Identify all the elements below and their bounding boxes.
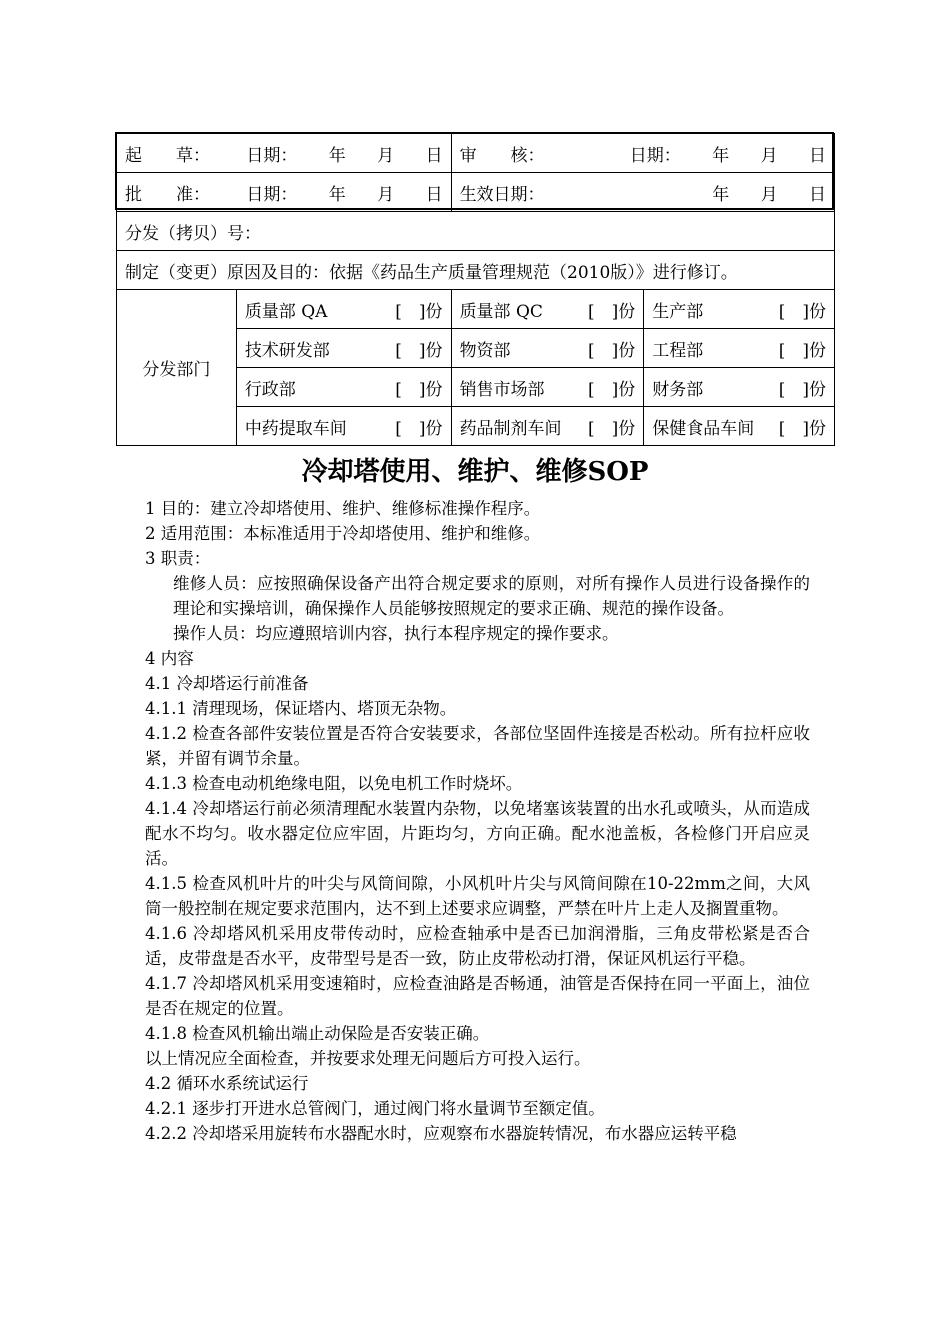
draft-cell: [117, 134, 452, 173]
paragraph: 维修人员：应按照确保设备产出符合规定要求的原则，对所有操作人员进行设备操作的理论和实操培训，确保操作人员能够按照规定的要求正确、规范的操作设备。: [173, 574, 810, 618]
department-name: 财务部: [652, 379, 704, 400]
approve-cell: [117, 173, 452, 212]
month-label: 月: [377, 145, 395, 166]
copies-field: [ ]份: [587, 379, 636, 400]
copies-field: [ ]份: [778, 340, 826, 361]
review-label: 审 核：: [459, 145, 545, 166]
review-date-label: 日期：: [629, 145, 681, 166]
paragraph: 4.1.8 检查风机输出端止动保险是否安装正确。: [145, 1024, 490, 1043]
department-name: 技术研发部: [244, 340, 330, 361]
department-name: 行政部: [244, 379, 296, 400]
department-cell: [451, 368, 644, 407]
month-label: 月: [760, 184, 778, 205]
paragraph: 以上情况应全面检查，并按要求处理无问题后方可投入运行。: [145, 1049, 591, 1068]
year-label: 年: [328, 184, 346, 205]
paragraph: 4.1.4 冷却塔运行前必须清理配水装置内杂物，以免堵塞该装置的出水孔或喷头，从而造成配水不均匀。收水器定位应牢固，片距均匀，方向正确。配水池盖板，各检修门开启应灵活。: [145, 799, 810, 868]
copies-field: [ ]份: [395, 418, 443, 439]
review-cell: [451, 134, 834, 173]
month-label: 月: [760, 145, 778, 166]
day-label: 日: [425, 184, 443, 205]
copies-field: [ ]份: [395, 379, 443, 400]
day-label: 日: [425, 145, 443, 166]
paragraph: 1 目的：建立冷却塔使用、维护、维修标准操作程序。: [145, 499, 541, 518]
paragraph: 4.2.1 逐步打开进水总管阀门，通过阀门将水量调节至额定值。: [145, 1099, 605, 1118]
paragraph: 4.1.6 冷却塔风机采用皮带传动时，应检查轴承中是否已加润滑脂，三角皮带松紧是否合适，皮带盘是否水平，皮带型号是否一致，防止皮带松动打滑，保证风机运行平稳。: [145, 924, 810, 968]
department-name: 质量部 QC: [459, 301, 543, 322]
department-cell: [451, 329, 644, 368]
year-label: 年: [712, 145, 730, 166]
department-cell: [236, 290, 451, 329]
control-table: [116, 133, 835, 446]
draft-label: 起 草：: [125, 145, 210, 166]
approve-date-label: 日期：: [246, 184, 298, 205]
distribution-label: 分发部门: [117, 290, 237, 446]
department-name: 工程部: [652, 340, 704, 361]
department-cell: [236, 407, 451, 446]
document-title: 冷却塔使用、维护、维修SOP: [301, 457, 649, 487]
approve-label: 批 准：: [125, 184, 210, 205]
reason-text: 制定（变更）原因及目的：依据《药品生产质量管理规范（2010版）》进行修订。: [125, 262, 738, 283]
paragraph: 4 内容: [145, 649, 194, 668]
department-name: 质量部 QA: [244, 301, 328, 322]
paragraph: 4.1.1 清理现场，保证塔内、塔顶无杂物。: [145, 699, 457, 718]
paragraph: 4.2 循环水系统试运行: [145, 1074, 309, 1093]
copies-field: [ ]份: [587, 301, 636, 322]
department-row: [117, 290, 835, 329]
paragraph: 2 适用范围：本标准适用于冷却塔使用、维护和维修。: [145, 524, 541, 543]
year-label: 年: [712, 184, 730, 205]
day-label: 日: [809, 145, 826, 166]
effective-label: 生效日期：: [459, 184, 545, 205]
department-name: 物资部: [459, 340, 511, 361]
department-name: 中药提取车间: [244, 418, 347, 439]
year-label: 年: [328, 145, 346, 166]
copies-field: [ ]份: [778, 418, 826, 439]
department-cell: [451, 290, 644, 329]
paragraph: 4.2.2 冷却塔采用旋转布水器配水时，应观察布水器旋转情况，布水器应运转平稳: [145, 1124, 737, 1143]
document-body: [145, 496, 810, 1146]
department-cell: [451, 407, 644, 446]
paragraph: 4.1.2 检查各部件安装位置是否符合安装要求，各部位坚固件连接是否松动。所有拉杆应收紧，并留有调节余量。: [145, 724, 810, 768]
paragraph: 4.1.7 冷却塔风机采用变速箱时，应检查油路是否畅通，油管是否保持在同一平面上，油位是否在规定的位置。: [145, 974, 810, 1018]
copies-field: [ ]份: [778, 379, 826, 400]
copies-field: [ ]份: [395, 301, 443, 322]
department-cell: [644, 407, 835, 446]
copies-field: [ ]份: [395, 340, 443, 361]
paragraph: 4.1.3 检查电动机绝缘电阻，以免电机工作时烧坏。: [145, 774, 523, 793]
copies-field: [ ]份: [587, 418, 636, 439]
copy-number-cell: [117, 212, 835, 251]
paragraph: 3 职责：: [145, 549, 211, 568]
draft-date-label: 日期：: [246, 145, 298, 166]
paragraph: 4.1 冷却塔运行前准备: [145, 674, 309, 693]
copies-field: [ ]份: [587, 340, 636, 361]
reason-cell: [117, 251, 835, 290]
department-name: 药品制剂车间: [459, 418, 562, 439]
department-name: 销售市场部: [459, 379, 545, 400]
department-cell: [644, 329, 835, 368]
effective-cell: [451, 173, 834, 212]
department-name: 保健食品车间: [652, 418, 755, 439]
paragraph: 操作人员：均应遵照培训内容，执行本程序规定的操作要求。: [173, 624, 619, 643]
department-cell: [644, 368, 835, 407]
day-label: 日: [809, 184, 826, 205]
department-cell: [236, 329, 451, 368]
copy-number-label: 分发（拷贝）号：: [125, 223, 261, 244]
copies-field: [ ]份: [778, 301, 826, 322]
department-cell: [644, 290, 835, 329]
paragraph: 4.1.5 检查风机叶片的叶尖与风筒间隙，小风机叶片尖与风筒间隙在10-22mm之间，大风筒一般控制在规定要求范围内，达不到上述要求应调整，严禁在叶片上走人及搁置重物。: [145, 874, 810, 918]
month-label: 月: [377, 184, 395, 205]
department-cell: [236, 368, 451, 407]
department-name: 生产部: [652, 301, 704, 322]
